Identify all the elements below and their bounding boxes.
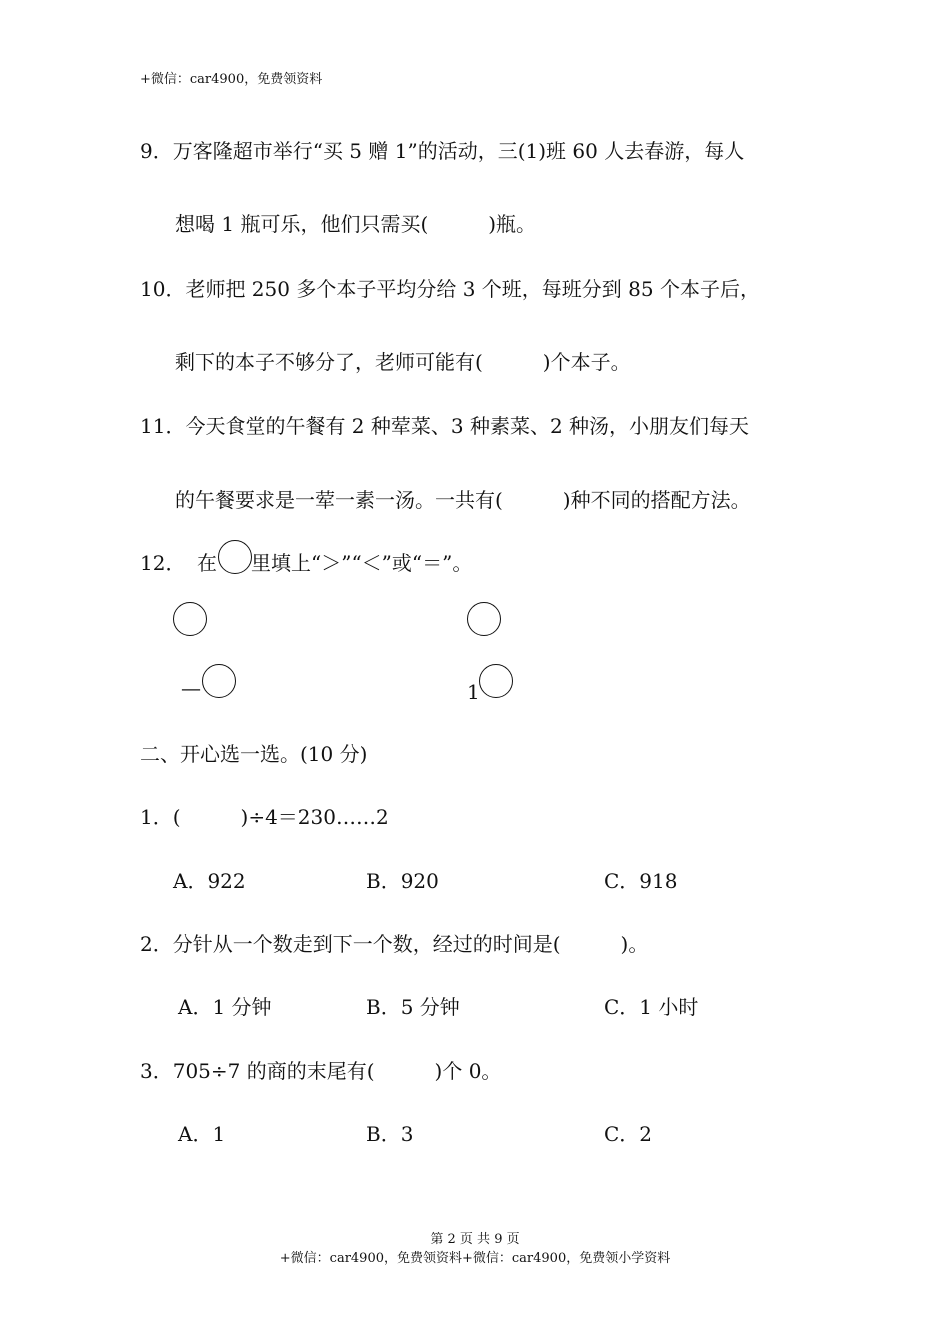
choice-3-option-a[interactable]: A．1 xyxy=(178,1122,226,1146)
instruction-circle-icon xyxy=(218,540,252,574)
question-10-line-1: 10．老师把 250 多个本子平均分给 3 个班，每班分到 85 个本子后， xyxy=(140,277,760,301)
choice-3-option-c[interactable]: C．2 xyxy=(604,1122,653,1146)
choice-2-option-c[interactable]: C．1 小时 xyxy=(604,995,699,1019)
compare-circle-2[interactable] xyxy=(467,602,501,636)
question-12-prefix: 在 xyxy=(197,551,217,575)
choice-2-option-b[interactable]: B．5 分钟 xyxy=(366,995,460,1019)
compare-circle-3[interactable] xyxy=(202,664,236,698)
page-number: 第 2 页 共 9 页 xyxy=(430,1232,520,1247)
question-9-line-1: 9．万客隆超市举行“买 5 赠 1”的活动，三(1)班 60 人去春游，每人 xyxy=(140,139,745,163)
choice-1-option-a[interactable]: A．922 xyxy=(173,869,246,893)
question-11-line-2: 的午餐要求是一荤一素一汤。一共有( )种不同的搭配方法。 xyxy=(175,488,751,512)
question-10-line-2: 剩下的本子不够分了，老师可能有( )个本子。 xyxy=(175,350,631,374)
compare-item-3-left: — xyxy=(181,676,201,700)
compare-circle-4[interactable] xyxy=(479,664,513,698)
header-watermark: +微信：car4900，免费领资料 xyxy=(140,72,323,87)
choice-2-option-a[interactable]: A．1 分钟 xyxy=(178,995,272,1019)
choice-question-1-stem: 1．( )÷4＝230……2 xyxy=(140,805,389,829)
choice-1-option-c[interactable]: C．918 xyxy=(604,869,678,893)
question-12-number: 12． xyxy=(140,551,186,575)
choice-question-2-stem: 2．分针从一个数走到下一个数，经过的时间是( )。 xyxy=(140,932,649,956)
question-12-suffix: 里填上“＞”“＜”或“＝”。 xyxy=(251,551,473,575)
choice-1-option-b[interactable]: B．920 xyxy=(366,869,439,893)
compare-item-4-left: 1 xyxy=(467,680,480,704)
footer-watermark: +微信：car4900，免费领资料+微信：car4900，免费领小学资料 xyxy=(279,1251,671,1266)
compare-circle-1[interactable] xyxy=(173,602,207,636)
question-9-line-2: 想喝 1 瓶可乐，他们只需买( )瓶。 xyxy=(175,212,537,236)
section-2-title: 二、开心选一选。(10 分) xyxy=(140,742,368,766)
choice-question-3-stem: 3．705÷7 的商的末尾有( )个 0。 xyxy=(140,1059,502,1083)
choice-3-option-b[interactable]: B．3 xyxy=(366,1122,414,1146)
question-11-line-1: 11．今天食堂的午餐有 2 种荤菜、3 种素菜、2 种汤，小朋友们每天 xyxy=(140,414,750,438)
